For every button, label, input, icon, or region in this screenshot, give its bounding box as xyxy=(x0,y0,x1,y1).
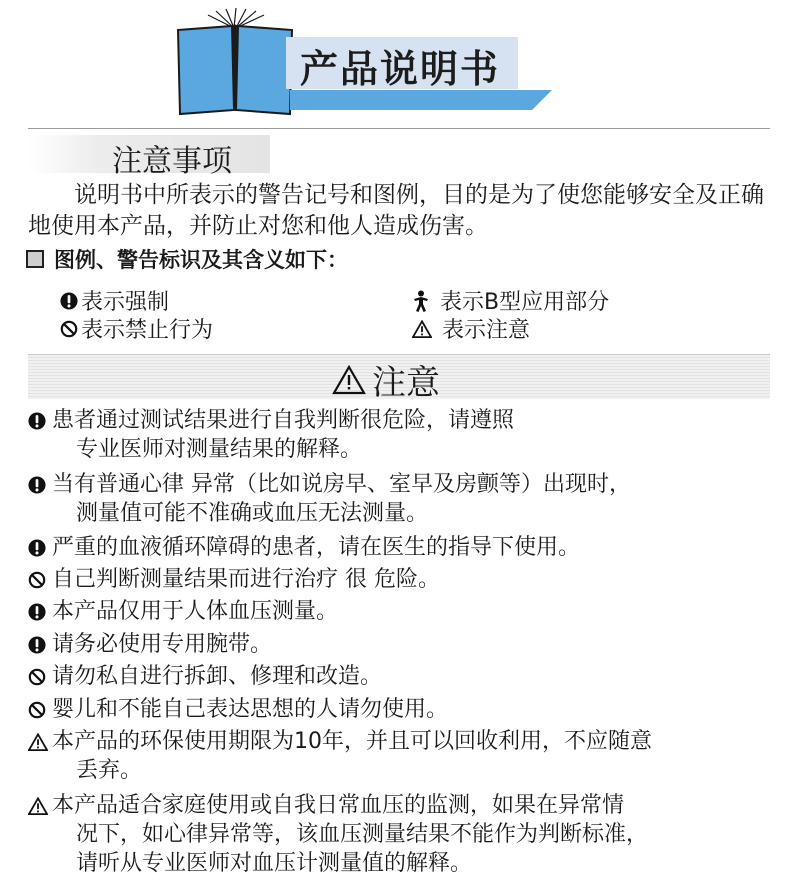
section-heading: 注意事项 xyxy=(112,144,232,179)
prohibited-icon xyxy=(28,571,46,589)
mandatory-icon xyxy=(28,539,46,557)
title-underline-strip xyxy=(290,90,552,110)
legend-item: 表示B型应用部分 xyxy=(412,285,609,316)
prohibited-icon xyxy=(28,701,46,719)
caution-item: 自己判断测量结果而进行治疗 很 危险。 xyxy=(28,565,780,594)
mandatory-icon xyxy=(28,636,46,654)
warning-icon xyxy=(332,365,366,395)
caution-item: 当有普通心律 异常（比如说房早、室早及房颤等）出现时， 测量值可能不准确或血压无法测量。 xyxy=(28,470,780,528)
type-b-person-icon xyxy=(412,290,430,312)
caution-item: 本产品适合家庭使用或自我日常血压的监测，如果在异常情 况下，如心律异常等，该血压测量结果不能作为判断标准， 请听从专业医师对血压计测量值的解释。 xyxy=(28,791,780,878)
caution-item: 婴儿和不能自己表达思想的人请勿使用。 xyxy=(28,695,780,724)
mandatory-icon xyxy=(60,292,78,310)
caution-item: 本产品的环保使用期限为10年，并且可以回收利用，不应随意 丢弃。 xyxy=(28,727,780,785)
caution-item: 严重的血液循环障碍的患者，请在医生的指导下使用。 xyxy=(28,533,780,562)
caution-item: 本产品仅用于人体血压测量。 xyxy=(28,597,780,626)
legend-item: 表示注意 xyxy=(412,313,530,344)
warning-icon xyxy=(28,797,48,815)
mandatory-icon xyxy=(28,603,46,621)
prohibited-icon xyxy=(28,668,46,686)
legend-heading-text: 图例、警告标识及其含义如下： xyxy=(54,248,348,272)
divider xyxy=(28,128,770,129)
legend-item: 表示强制 xyxy=(60,285,169,316)
warning-icon xyxy=(28,733,48,751)
caution-item: 请务必使用专用腕带。 xyxy=(28,630,780,659)
page-title: 产品说明书 xyxy=(300,47,501,91)
warning-icon xyxy=(412,320,432,338)
mandatory-icon xyxy=(28,476,46,494)
intro-paragraph: 说明书中所表示的警告记号和图例，目的是为了使您能够安全及正确地使用本产品，并防止对您和他人造成伤害。 xyxy=(28,182,764,239)
caution-heading: 注意 xyxy=(332,355,440,404)
legend-item: 表示禁止行为 xyxy=(60,313,213,344)
caution-item: 患者通过测试结果进行自我判断很危险，请遵照 专业医师对测量结果的解释。 xyxy=(28,406,780,464)
legend-heading xyxy=(26,244,348,274)
caution-item: 请勿私自进行拆卸、修理和改造。 xyxy=(28,662,780,691)
prohibited-icon xyxy=(60,320,78,338)
book-icon xyxy=(176,8,296,116)
square-bullet-icon xyxy=(26,250,44,268)
mandatory-icon xyxy=(28,412,46,430)
